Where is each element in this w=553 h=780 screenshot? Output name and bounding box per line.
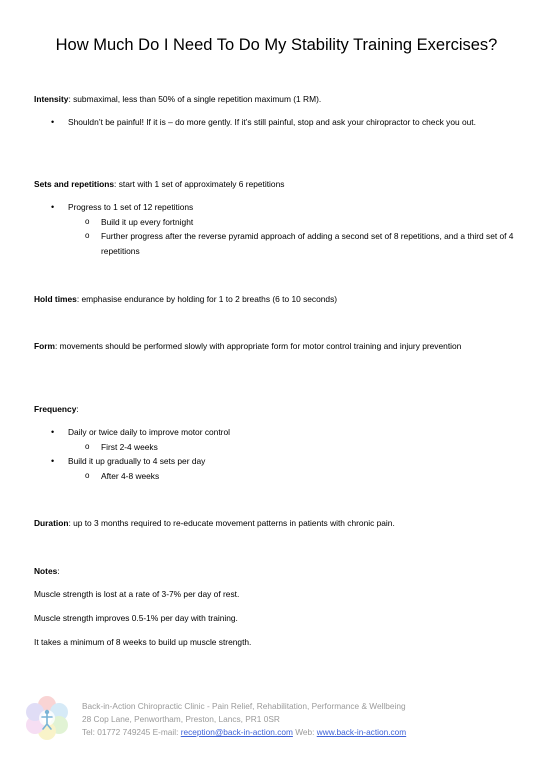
sub-bullet-icon: o — [85, 470, 90, 480]
list-item — [34, 425, 524, 440]
form-text: : movements should be performed slowly with appropriate form for motor control training and injury prevention — [54, 341, 462, 351]
notes-line-2: Muscle strength improves 0.5-1% per day with training. — [34, 613, 238, 623]
footer-contact-line — [82, 726, 542, 739]
footer-clinic-line: Back-in-Action Chiropractic Clinic - Pain Relief, Rehabilitation, Performance & Wellbeing — [82, 701, 406, 711]
list-item — [34, 229, 524, 258]
frequency-sub1-text: First 2-4 weeks — [101, 441, 158, 452]
duration-label: Duration — [34, 518, 69, 528]
hold-text: : emphasise endurance by holding for 1 to 2 breaths (6 to 10 seconds) — [76, 294, 338, 304]
sets-sub2-text: Further progress after the reverse pyramid approach of adding a second set of 8 repetitions, and a third set of 4 repetitions — [101, 231, 514, 256]
intensity-bullets — [34, 115, 524, 130]
hold-label: Hold times — [34, 294, 77, 304]
sub-bullet-icon: o — [85, 441, 90, 451]
form-label: Form — [34, 341, 55, 351]
list-item — [34, 215, 524, 230]
sub-bullet-icon: o — [85, 231, 90, 240]
sets-bullet-text: Progress to 1 set of 12 repetitions — [68, 202, 194, 212]
sets-line — [34, 177, 524, 191]
list-item — [34, 469, 524, 484]
sets-text: : start with 1 set of approximately 6 repetitions — [114, 179, 285, 189]
duration-line — [34, 516, 524, 530]
notes-colon: : — [57, 566, 60, 576]
duration-text: : up to 3 months required to re-educate movement patterns in patients with chronic pain. — [68, 518, 395, 528]
notes-line-3: It takes a minimum of 8 weeks to build up muscle strength. — [34, 637, 252, 647]
frequency-bullet1-text: Daily or twice daily to improve motor control — [68, 427, 230, 437]
notes-line-1: Muscle strength is lost at a rate of 3-7% per day of rest. — [34, 589, 240, 599]
frequency-bullets — [34, 425, 524, 483]
bullet-icon: • — [51, 456, 55, 466]
footer-address-line: 28 Cop Lane, Penwortham, Preston, Lancs, PR1 0SR — [82, 714, 280, 724]
email-link[interactable]: reception@back-in-action.com — [180, 727, 293, 737]
website-link[interactable]: www.back-in-action.com — [316, 727, 407, 737]
back-in-action-flower-logo-icon — [22, 693, 72, 743]
footer-tel: Tel: 01772 749245 E-mail: — [82, 727, 181, 737]
frequency-sub2-text: After 4-8 weeks — [101, 470, 160, 481]
frequency-label: Frequency — [34, 404, 77, 414]
list-item — [34, 454, 524, 469]
bullet-icon: • — [51, 427, 55, 437]
sets-sub1-text: Build it up every fortnight — [101, 216, 194, 227]
notes-label: Notes — [34, 566, 58, 576]
footer-web-label: Web: — [292, 727, 317, 737]
intensity-text: : submaximal, less than 50% of a single repetition maximum (1 RM). — [68, 94, 322, 104]
intensity-line — [34, 92, 524, 106]
list-item — [34, 115, 524, 130]
footer — [82, 700, 542, 739]
intensity-label: Intensity — [34, 94, 69, 104]
page-title: How Much Do I Need To Do My Stability Training Exercises? — [55, 36, 498, 54]
frequency-line — [34, 402, 524, 416]
bullet-icon: • — [51, 202, 55, 212]
hold-line — [34, 292, 524, 306]
list-item — [34, 200, 524, 215]
form-line — [34, 339, 524, 353]
list-item — [34, 440, 524, 455]
notes-line — [34, 564, 524, 578]
sets-label: Sets and repetitions — [34, 179, 115, 189]
sets-bullets — [34, 200, 524, 258]
frequency-bullet2-text: Build it up gradually to 4 sets per day — [68, 456, 206, 466]
sub-bullet-icon: o — [85, 216, 90, 226]
bullet-icon: • — [51, 117, 55, 127]
frequency-colon: : — [76, 404, 79, 414]
intensity-bullet-text: Shouldn’t be painful! If it is – do more gently. If it’s still painful, stop and ask your chiropractor to check you out. — [68, 117, 476, 127]
